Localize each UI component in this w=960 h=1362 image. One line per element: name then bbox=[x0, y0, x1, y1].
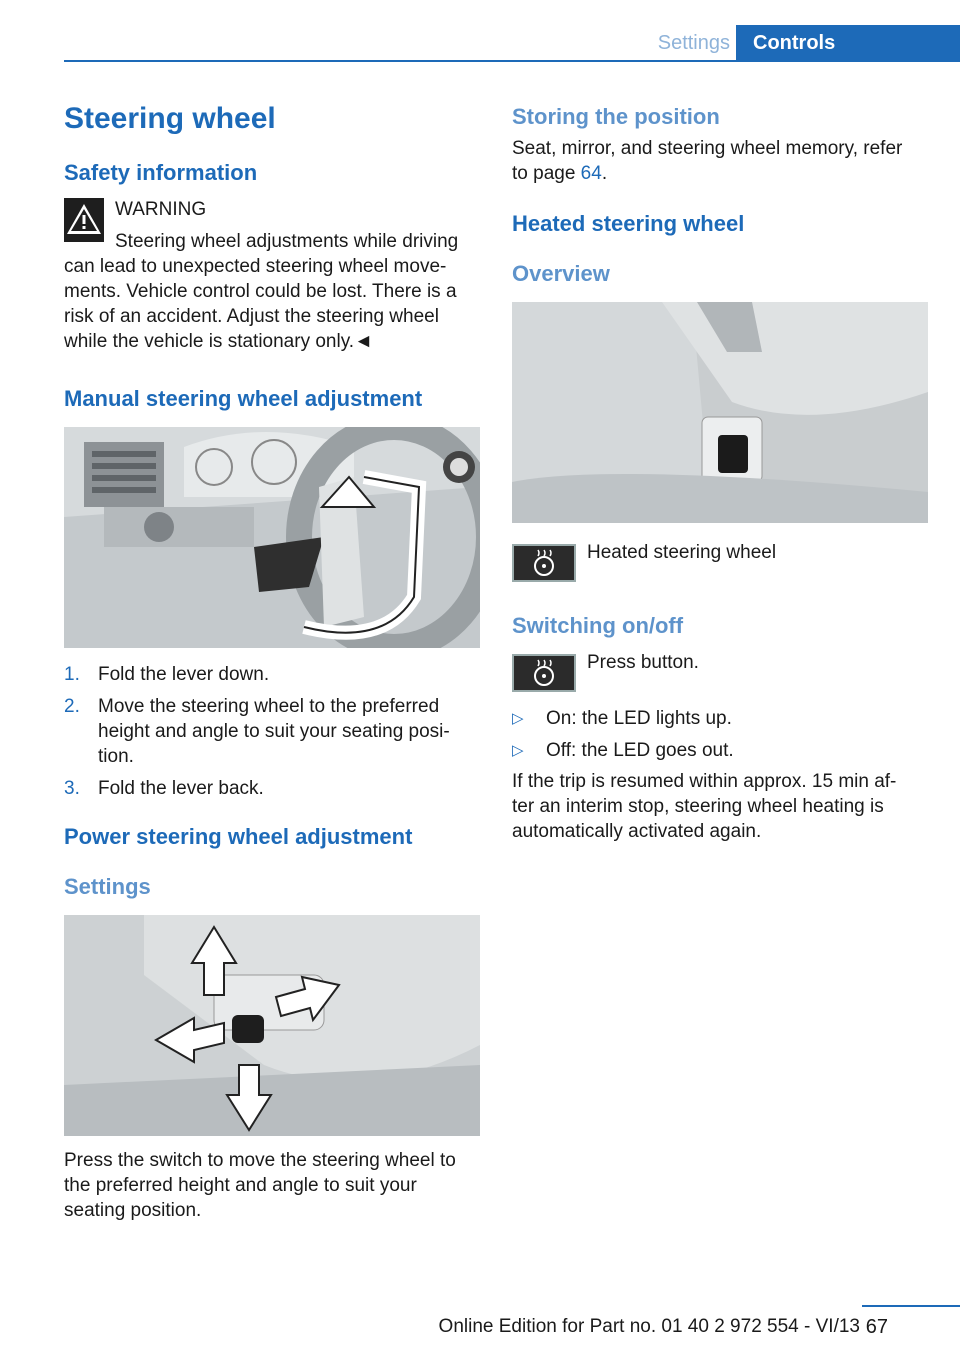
triangle-bullet-icon: ▷ bbox=[512, 742, 524, 759]
warning-text: can lead to unexpected steering wheel move- ments. Vehicle control could be lost. There is a risk of an accident. Adjust the steering wheel while the vehicle is stationary only.◄ bbox=[64, 256, 457, 352]
page-title: Steering wheel bbox=[64, 102, 276, 135]
manual-steering-photo bbox=[64, 427, 480, 648]
heated-steering-photo bbox=[512, 302, 928, 523]
manual-step bbox=[64, 662, 484, 687]
power-adjustment-text: Press the switch to move the steering wheel to the preferred height and angle to suit your seating position. bbox=[64, 1150, 456, 1221]
bullet-item bbox=[512, 706, 932, 731]
footer-edition: Online Edition for Part no. 01 40 2 972 554 - VI/13 bbox=[438, 1316, 860, 1337]
header-rule bbox=[64, 60, 960, 62]
heated-steering-wheel-icon bbox=[512, 544, 576, 582]
power-adjustment-heading: Power steering wheel adjustment bbox=[64, 824, 413, 849]
step-number: 2. bbox=[64, 696, 80, 717]
step-number: 3. bbox=[64, 778, 80, 799]
page-number: 67 bbox=[865, 1316, 888, 1338]
resume-text: If the trip is resumed within approx. 15 min af- ter an interim stop, steering wheel heating is automatically activated again. bbox=[512, 771, 897, 842]
power-switch-photo bbox=[64, 915, 480, 1136]
settings-heading: Settings bbox=[64, 874, 151, 899]
header-chapter-tab[interactable]: Controls bbox=[736, 25, 960, 61]
step-text: Fold the lever down. bbox=[98, 664, 270, 685]
switching-heading: Switching on/off bbox=[512, 613, 684, 638]
manual-steps-list bbox=[64, 662, 484, 801]
bullet-item bbox=[512, 738, 932, 763]
heated-steering-caption: Heated steering wheel bbox=[587, 542, 777, 563]
storing-text-post: . bbox=[601, 163, 608, 184]
footer-rule bbox=[862, 1305, 960, 1307]
warning-label: WARNING bbox=[115, 199, 207, 220]
manual-step bbox=[64, 694, 484, 769]
storing-position-text bbox=[512, 136, 932, 186]
triangle-bullet-icon: ▷ bbox=[512, 710, 524, 727]
storing-text-pre: Seat, mirror, and steering wheel memory, refer to page bbox=[512, 138, 903, 184]
warning-text-first-line: Steering wheel adjustments while driving bbox=[115, 231, 459, 252]
bullet-text: On: the LED lights up. bbox=[546, 708, 732, 729]
overview-heading: Overview bbox=[512, 261, 610, 286]
manual-adjustment-heading: Manual steering wheel adjustment bbox=[64, 386, 423, 411]
step-number: 1. bbox=[64, 664, 80, 685]
storing-position-heading: Storing the position bbox=[512, 104, 720, 129]
press-button-text: Press button. bbox=[587, 652, 699, 673]
bullet-text: Off: the LED goes out. bbox=[546, 740, 734, 761]
safety-heading: Safety information bbox=[64, 160, 258, 185]
step-text: Fold the lever back. bbox=[98, 778, 264, 799]
page-64-link[interactable]: 64 bbox=[580, 163, 602, 184]
step-text: Move the steering wheel to the preferred height and angle to suit your seating posi- tion. bbox=[98, 696, 450, 767]
heated-steering-heading: Heated steering wheel bbox=[512, 211, 745, 236]
warning-icon bbox=[64, 198, 104, 242]
status-bullet-list bbox=[512, 706, 932, 763]
header-section-label: Settings bbox=[657, 32, 730, 54]
heated-steering-button-icon[interactable] bbox=[512, 654, 576, 692]
manual-step bbox=[64, 776, 484, 801]
